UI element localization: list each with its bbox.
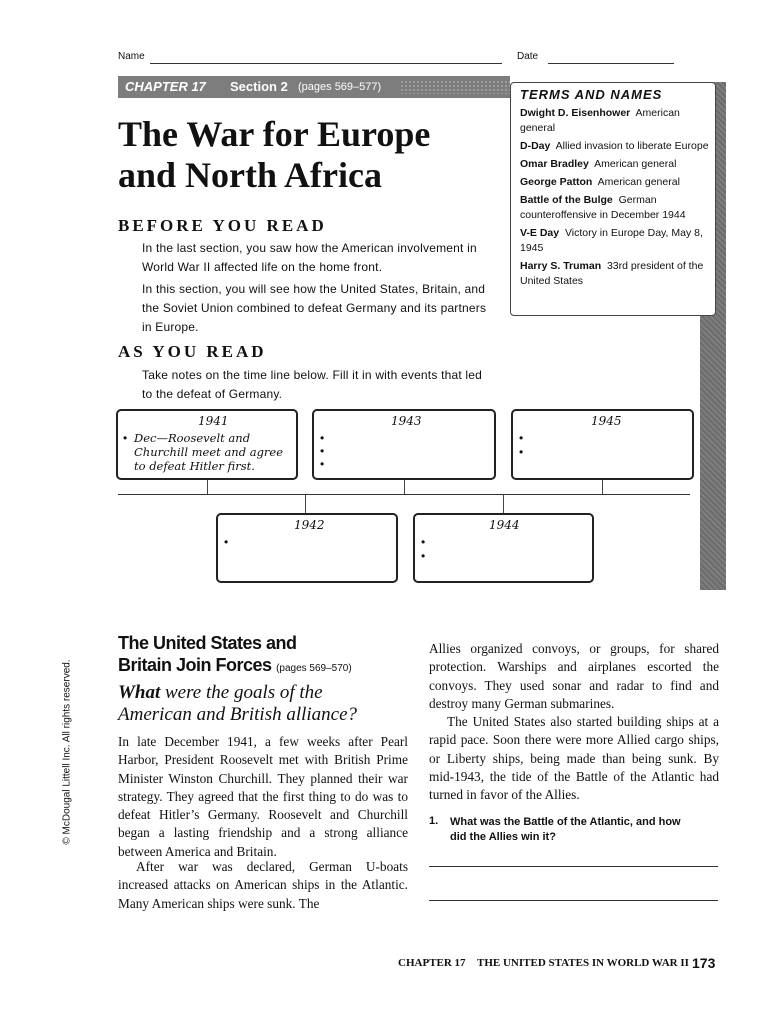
term-item: V-E Day Victory in Europe Day, May 8, 1945 [520,227,703,254]
year-1942: 1942 [294,518,325,532]
question-text: What was the Battle of the Atlantic, and how did the Allies win it? [450,816,681,843]
year-1945: 1945 [591,414,622,428]
decorative-dots [400,80,510,94]
before-you-read-heading: BEFORE YOU READ [118,216,327,235]
answer-line[interactable] [429,866,718,867]
bullet: • [421,535,426,549]
section-heading: The United States and Britain Join Forces (pages 569–570) [118,633,352,675]
timeline-box-1943[interactable] [312,409,496,480]
section-pages: (pages 569–577) [298,81,382,93]
paragraph-4: The United States also started building ships at a rapid pace. Soon there were more Allied cargo ships, or Liberty ships, being made than being sunk. By mid-1943, the tide of the Battle of the Atlantic had turned in favor of the Allies. [429,714,719,803]
timeline-tick [602,479,603,494]
timeline-tick [207,479,208,494]
section-question: What were the goals of the American and British alliance? [118,682,358,725]
paragraph-1: In late December 1941, a few weeks after Pearl Harbor, President Roosevelt met with British Prime Minister Winston Churchill. They planned their war strategy. They agreed that the first thing to do was to defeat Hitler’s Germany. Roosevelt and Churchill began a lasting friendship and a strong alliance between America and Britain. [118,734,408,859]
term-item: Harry S. Truman 33rd president of the United States [520,260,704,287]
bullet: • [123,431,128,445]
date-label: Date [517,51,539,62]
terms-and-names-box [510,82,716,316]
footer-chapter: CHAPTER 17 [398,957,466,969]
as-you-read-instructions: Take notes on the time line below. Fill it in with events that led to the defeat of Germany. [142,368,483,401]
term-item: Omar Bradley American general [520,158,677,170]
name-field[interactable] [150,63,502,64]
bullet: • [421,549,426,563]
term-item: George Patton American general [520,176,680,188]
paragraph-2: After war was declared, German U-boats increased attacks on American ships in the Atlantic. Many American ships were sunk. The [118,859,408,911]
question-number: 1. [429,815,439,827]
footer-book-title: THE UNITED STATES IN WORLD WAR II [477,957,689,969]
copyright-notice: © McDougal Littell Inc. All rights reserved. [61,659,73,845]
timeline-box-1941[interactable] [116,409,298,480]
terms-heading: TERMS AND NAMES [520,87,663,102]
bullet: • [519,445,524,459]
as-you-read-heading: AS YOU READ [118,342,267,361]
year-1943: 1943 [391,414,422,428]
before-you-read-para1: In the last section, you saw how the American involvement in World War II affected life on the home front. [142,241,477,274]
bullet: • [519,431,524,445]
year-1944: 1944 [489,518,520,532]
date-field[interactable] [548,63,674,64]
term-item: D-Day Allied invasion to liberate Europe [520,140,709,152]
year-1941: 1941 [198,414,229,428]
timeline-box-1942[interactable] [216,513,398,583]
timeline-box-1944[interactable] [413,513,594,583]
before-you-read-para2: In this section, you will see how the United States, Britain, and the Soviet Union combined to defeat Germany and its partners in Europe. [142,282,487,334]
timeline-axis [118,494,690,495]
timeline-box-1945[interactable] [511,409,694,480]
page-number: 173 [692,955,716,971]
page-title: The War for Europe and North Africa [118,114,431,195]
term-item: Dwight D. Eisenhower American general [520,107,680,134]
paragraph-3: Allies organized convoys, or groups, for shared protection. Warships and airplanes escorted the convoys. They used sonar and radar to find and destroy many German submarines. [429,641,719,711]
section-heading-pages: (pages 569–570) [276,663,352,674]
name-label: Name [118,51,145,62]
timeline-tick [503,494,504,514]
answer-line[interactable] [429,900,718,901]
chapter-label: CHAPTER 17 [125,79,206,94]
bullet: • [224,535,229,549]
timeline-tick [305,494,306,514]
term-item: Battle of the Bulge German counteroffensive in December 1944 [520,194,686,221]
section-label: Section 2 [230,79,288,94]
timeline-tick [404,479,405,494]
bullet: • [320,431,325,445]
bullet: • [320,444,325,458]
note-1941: Dec—Roosevelt and Churchill meet and agree to defeat Hitler first. [134,431,284,473]
bullet: • [320,457,325,471]
